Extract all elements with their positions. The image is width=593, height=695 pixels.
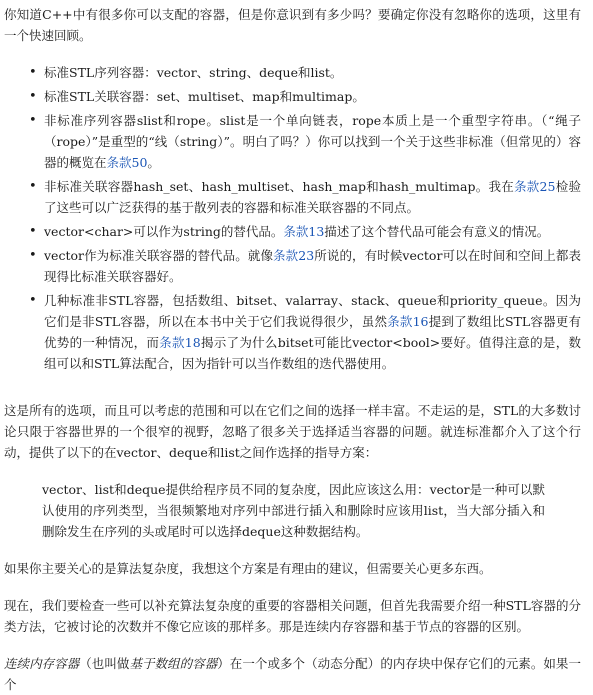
- list-item-text: 非标准关联容器hash_set、hash_multiset、hash_map和hash_multimap。我在: [44, 179, 515, 194]
- item-reference-link[interactable]: 条款23: [273, 248, 315, 263]
- list-item-text: 检验了这些可以广泛获得的基于散列表的容器和标准关联容器的不同点。: [44, 179, 581, 215]
- item-reference-link[interactable]: 条款18: [159, 335, 201, 350]
- list-item: [44, 62, 581, 83]
- list-item-text: 揭示了为什么bitset可能比vector<bool>要好。值得注意的是，数组可以和STL算法配合，因为指针可以当作数组的迭代器使用。: [44, 335, 581, 371]
- list-item-text: vector作为标准关联容器的替代品。就像: [44, 248, 274, 263]
- item-reference-link[interactable]: 条款50: [106, 155, 148, 170]
- item-reference-link[interactable]: 条款16: [387, 314, 429, 329]
- item-reference-link[interactable]: 条款13: [283, 224, 325, 239]
- list-item-text: 标准STL关联容器：set、multiset、map和multimap。: [44, 89, 365, 104]
- list-item: [44, 110, 581, 173]
- list-item: [44, 221, 581, 242]
- list-item: [44, 86, 581, 107]
- list-item-text: 几种标准非STL容器，包括数组、bitset、valarray、stack、queue和priority_queue。因为它们是非STL容器，所以在本书中关于它们我说得很少，虽然: [44, 293, 581, 329]
- term-array-based: 基于数组的容器: [129, 656, 218, 671]
- list-item-text: 非标准序列容器slist和rope。slist是一个单向链表，rope本质上是一个重型字符串。（“绳子（rope）”是重型的“线（string）”。明白了吗？）你可以找到一个关于这些非标准（但常见的）容器的概览在: [44, 113, 581, 170]
- list-item: [44, 245, 581, 287]
- classification-paragraph: 现在，我们要检查一些可以补充算法复杂度的重要的容器相关问题，但首先我需要介绍一种STL容器的分类方法，它被讨论的次数并不像它应该的那样多。那是连续内存容器和基于节点的容器的区别。: [4, 598, 581, 634]
- standard-guidance-quote: vector、list和deque提供给程序员不同的复杂度，因此应该这么用：vector是一种可以默认使用的序列类型，当很频繁地对序列中部进行插入和删除时应该用list，当大部分插入和删除发生在序列的头或尾时可以选择deque这种数据结构。: [42, 482, 545, 539]
- paragraph-text: （也叫做: [79, 656, 130, 671]
- paragraph-text: ）在一个或多个（动态分配）的内存块中保存它们的元素。如果一个: [4, 656, 581, 692]
- list-item-text: 标准STL序列容器：vector、string、deque和list。: [44, 65, 343, 80]
- list-item: [44, 290, 581, 374]
- contiguous-memory-paragraph: [4, 653, 581, 695]
- container-options-list: [4, 62, 581, 374]
- list-item-text: vector<char>可以作为string的替代品。: [44, 224, 284, 239]
- intro-paragraph: 你知道C++中有很多你可以支配的容器，但是你意识到有多少吗？要确定你没有忽略你的选项，这里有一个快速回顾。: [4, 7, 581, 43]
- list-item-text: 提到了数组比STL容器更有优势的一种情况，而: [44, 314, 582, 350]
- list-item-text: 。: [147, 155, 160, 170]
- list-item-text: 所说的，有时候vector可以在时间和空间上都表现得比标准关联容器好。: [44, 248, 581, 284]
- item-reference-link[interactable]: 条款25: [514, 179, 556, 194]
- complexity-paragraph: 如果你主要关心的是算法复杂度，我想这个方案是有理由的建议，但需要关心更多东西。: [4, 561, 492, 576]
- list-item: [44, 176, 581, 218]
- term-contiguous-memory: 连续内存容器: [4, 656, 80, 671]
- list-item-text: 描述了这个替代品可能会有意义的情况。: [324, 224, 550, 239]
- options-summary-paragraph: 这是所有的选项，而且可以考虑的范围和可以在它们之间的选择一样丰富。不走运的是，STL的大多数讨论只限于容器世界的一个很窄的视野，忽略了很多关于选择适当容器的问题。就连标准都介入了这个行动，提供了以下的在vector、deque和list之间作选择的指导方案：: [4, 403, 581, 460]
